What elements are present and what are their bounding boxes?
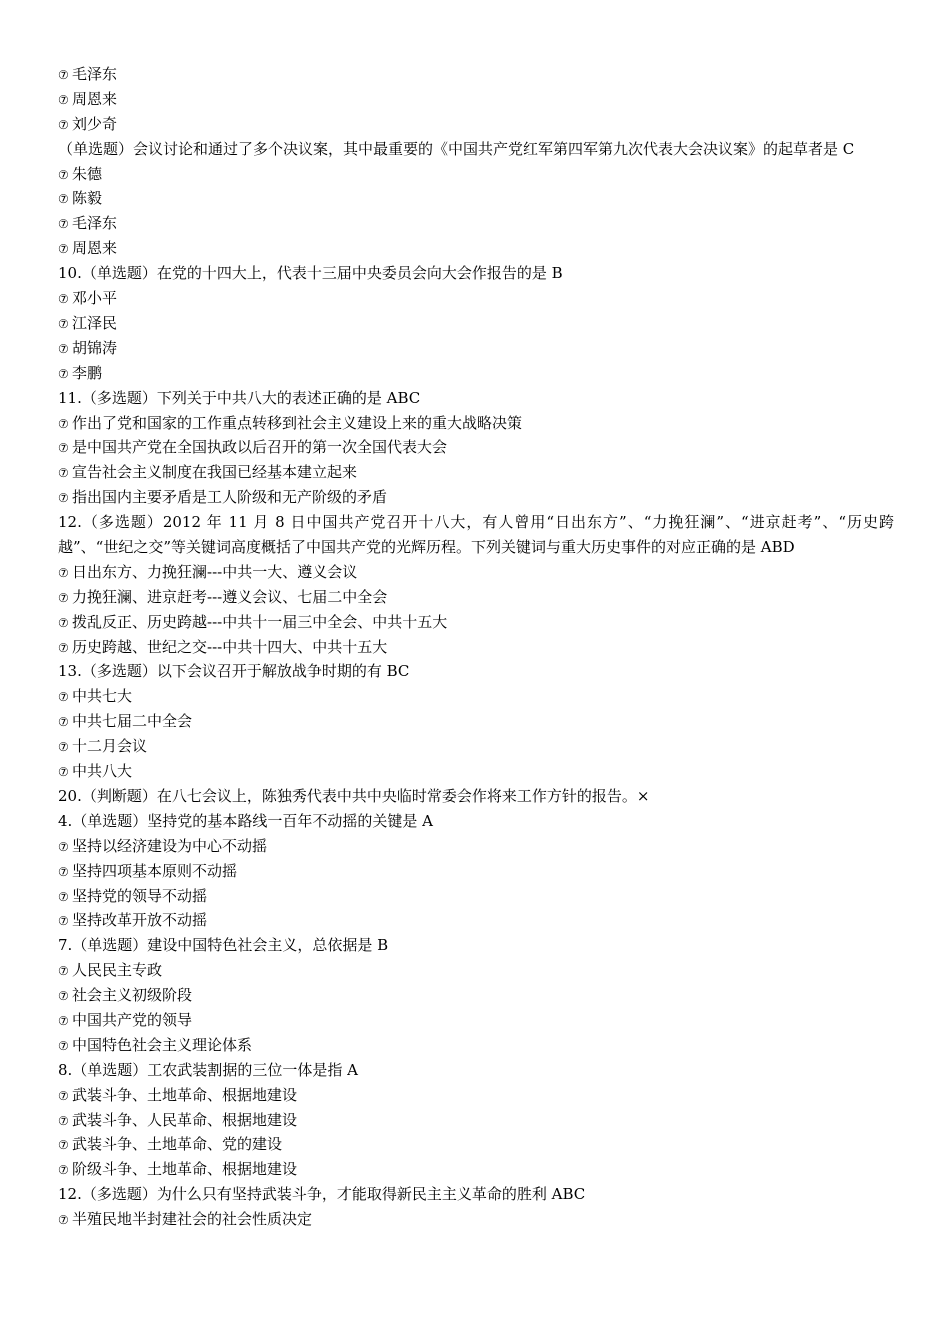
radio-bullet-icon: ⑦ (58, 889, 69, 904)
answer-option (58, 435, 894, 460)
option-label: 指出国内主要矛盾是工人阶级和无产阶级的矛盾 (72, 488, 388, 507)
answer-option (58, 186, 894, 211)
option-label: 武装斗争、土地革命、党的建设 (72, 1135, 283, 1154)
radio-bullet-icon: ⑦ (58, 441, 69, 456)
question-label: 11.（多选题）下列关于中共八大的表述正确的是 ABC (58, 388, 421, 407)
option-label: 日出东方、力挽狂澜---中共一大、遵义会议 (72, 562, 358, 581)
radio-bullet-icon: ⑦ (58, 615, 69, 630)
option-label: 周恩来 (72, 89, 118, 108)
option-label: 坚持党的领导不动摇 (72, 886, 208, 905)
question-label: 7.（单选题）建设中国特色社会主义，总依据是 B (58, 936, 389, 955)
answer-option (58, 211, 894, 236)
answer-option (58, 460, 894, 485)
question-label: 4.（单选题）坚持党的基本路线一百年不动摇的关键是 A (58, 811, 433, 830)
radio-bullet-icon: ⑦ (58, 1013, 69, 1028)
option-label: 朱德 (72, 164, 103, 183)
radio-bullet-icon: ⑦ (58, 914, 69, 929)
answer-option (58, 112, 894, 137)
option-label: 武装斗争、土地革命、根据地建设 (72, 1085, 298, 1104)
option-label: 中共七大 (72, 687, 133, 706)
answer-option (58, 87, 894, 112)
answer-option (58, 635, 894, 660)
answer-option (58, 859, 894, 884)
option-label: 坚持改革开放不动摇 (72, 911, 208, 930)
radio-bullet-icon: ⑦ (58, 1113, 69, 1128)
radio-bullet-icon: ⑦ (58, 1213, 69, 1228)
option-label: 人民民主专政 (72, 961, 163, 980)
radio-bullet-icon: ⑦ (58, 92, 69, 107)
option-label: 毛泽东 (72, 214, 118, 233)
answer-option (58, 734, 894, 759)
answer-option (58, 236, 894, 261)
question-label: （单选题）会议讨论和通过了多个决议案，其中最重要的《中国共产党红军第四军第九次代表大会决议案》的起草者是 C (58, 139, 855, 158)
radio-bullet-icon: ⑦ (58, 117, 69, 132)
answer-option (58, 560, 894, 585)
radio-bullet-icon: ⑦ (58, 316, 69, 331)
radio-bullet-icon: ⑦ (58, 1088, 69, 1103)
radio-bullet-icon: ⑦ (58, 740, 69, 755)
radio-bullet-icon: ⑦ (58, 217, 69, 232)
option-label: 阶级斗争、土地革命、根据地建设 (72, 1160, 298, 1179)
answer-option (58, 983, 894, 1008)
radio-bullet-icon: ⑦ (58, 864, 69, 879)
radio-bullet-icon: ⑦ (58, 341, 69, 356)
answer-option (58, 684, 894, 709)
option-label: 江泽民 (72, 313, 118, 332)
answer-option (58, 286, 894, 311)
answer-option (58, 311, 894, 336)
radio-bullet-icon: ⑦ (58, 765, 69, 780)
question-text (58, 510, 894, 560)
radio-bullet-icon: ⑦ (58, 292, 69, 307)
option-label: 力挽狂澜、进京赶考---遵义会议、七届二中全会 (72, 587, 388, 606)
option-label: 宣告社会主义制度在我国已经基本建立起来 (72, 463, 358, 482)
radio-bullet-icon: ⑦ (58, 68, 69, 82)
radio-bullet-icon: ⑦ (58, 1138, 69, 1153)
option-label: 中国特色社会主义理论体系 (72, 1035, 253, 1054)
answer-option (58, 610, 894, 635)
option-label: 拨乱反正、历史跨越---中共十一届三中全会、中共十五大 (72, 612, 448, 631)
radio-bullet-icon: ⑦ (58, 989, 69, 1004)
option-label: 邓小平 (72, 289, 118, 308)
answer-option (58, 759, 894, 784)
answer-option (58, 1033, 894, 1058)
question-text (58, 386, 894, 411)
radio-bullet-icon: ⑦ (58, 690, 69, 705)
answer-option (58, 1083, 894, 1108)
option-label: 陈毅 (72, 189, 103, 208)
radio-bullet-icon: ⑦ (58, 366, 69, 381)
radio-bullet-icon: ⑦ (58, 964, 69, 979)
option-label: 社会主义初级阶段 (72, 986, 193, 1005)
question-label: 10.（单选题）在党的十四大上，代表十三届中央委员会向大会作报告的是 B (58, 264, 563, 283)
option-label: 胡锦涛 (72, 338, 118, 357)
question-text (58, 933, 894, 958)
question-label: 12.（多选题）为什么只有坚持武装斗争，才能取得新民主主义革命的胜利 ABC (58, 1185, 586, 1204)
answer-option (58, 1008, 894, 1033)
radio-bullet-icon: ⑦ (58, 192, 69, 207)
answer-option (58, 884, 894, 909)
answer-option (58, 834, 894, 859)
answer-option (58, 336, 894, 361)
radio-bullet-icon: ⑦ (58, 640, 69, 655)
answer-option (58, 411, 894, 436)
question-text (58, 1182, 894, 1207)
option-label: 中共七届二中全会 (72, 712, 193, 731)
question-text (58, 659, 894, 684)
radio-bullet-icon: ⑦ (58, 416, 69, 431)
option-label: 坚持以经济建设为中心不动摇 (72, 836, 268, 855)
radio-bullet-icon: ⑦ (58, 565, 69, 580)
answer-option (58, 585, 894, 610)
document-page (58, 62, 894, 1232)
question-text (58, 809, 894, 834)
radio-bullet-icon: ⑦ (58, 167, 69, 182)
option-label: 半殖民地半封建社会的社会性质决定 (72, 1210, 313, 1229)
option-label: 毛泽东 (72, 65, 118, 83)
question-text (58, 784, 894, 809)
answer-option (58, 1207, 894, 1232)
option-label: 中国共产党的领导 (72, 1010, 193, 1029)
option-label: 历史跨越、世纪之交---中共十四大、中共十五大 (72, 637, 388, 656)
question-label: 12.（多选题）2012 年 11 月 8 日中国共产党召开十八大，有人曾用“日出东方”、“力挽狂澜”、“进京赶考”、“历史跨越”、“世纪之交”等关键词高度概括了中国共产党的光辉历程。下列关键词与重大历史事件的对应正确的是 ABD (58, 513, 894, 556)
option-label: 是中国共产党在全国执政以后召开的第一次全国代表大会 (72, 438, 448, 457)
answer-option (58, 1157, 894, 1182)
answer-option (58, 908, 894, 933)
answer-option (58, 1132, 894, 1157)
radio-bullet-icon: ⑦ (58, 715, 69, 730)
option-label: 李鹏 (72, 363, 103, 382)
answer-option (58, 361, 894, 386)
radio-bullet-icon: ⑦ (58, 839, 69, 854)
answer-option (58, 485, 894, 510)
option-label: 十二月会议 (72, 737, 148, 756)
question-text (58, 1058, 894, 1083)
question-label: 13.（多选题）以下会议召开于解放战争时期的有 BC (58, 662, 410, 681)
question-text (58, 137, 894, 162)
radio-bullet-icon: ⑦ (58, 590, 69, 605)
option-label: 周恩来 (72, 239, 118, 258)
option-label: 刘少奇 (72, 114, 118, 133)
question-label: 20.（判断题）在八七会议上，陈独秀代表中共中央临时常委会作将来工作方针的报告。× (58, 786, 650, 805)
answer-option (58, 62, 894, 87)
answer-option (58, 1108, 894, 1133)
answer-option (58, 162, 894, 187)
radio-bullet-icon: ⑦ (58, 466, 69, 481)
option-label: 中共八大 (72, 762, 133, 781)
answer-option (58, 709, 894, 734)
radio-bullet-icon: ⑦ (58, 1038, 69, 1053)
question-text (58, 261, 894, 286)
radio-bullet-icon: ⑦ (58, 491, 69, 506)
radio-bullet-icon: ⑦ (58, 1163, 69, 1178)
option-label: 武装斗争、人民革命、根据地建设 (72, 1110, 298, 1129)
question-label: 8.（单选题）工农武装割据的三位一体是指 A (58, 1060, 358, 1079)
radio-bullet-icon: ⑦ (58, 242, 69, 257)
answer-option (58, 958, 894, 983)
option-label: 坚持四项基本原则不动摇 (72, 861, 238, 880)
option-label: 作出了党和国家的工作重点转移到社会主义建设上来的重大战略决策 (72, 413, 523, 432)
